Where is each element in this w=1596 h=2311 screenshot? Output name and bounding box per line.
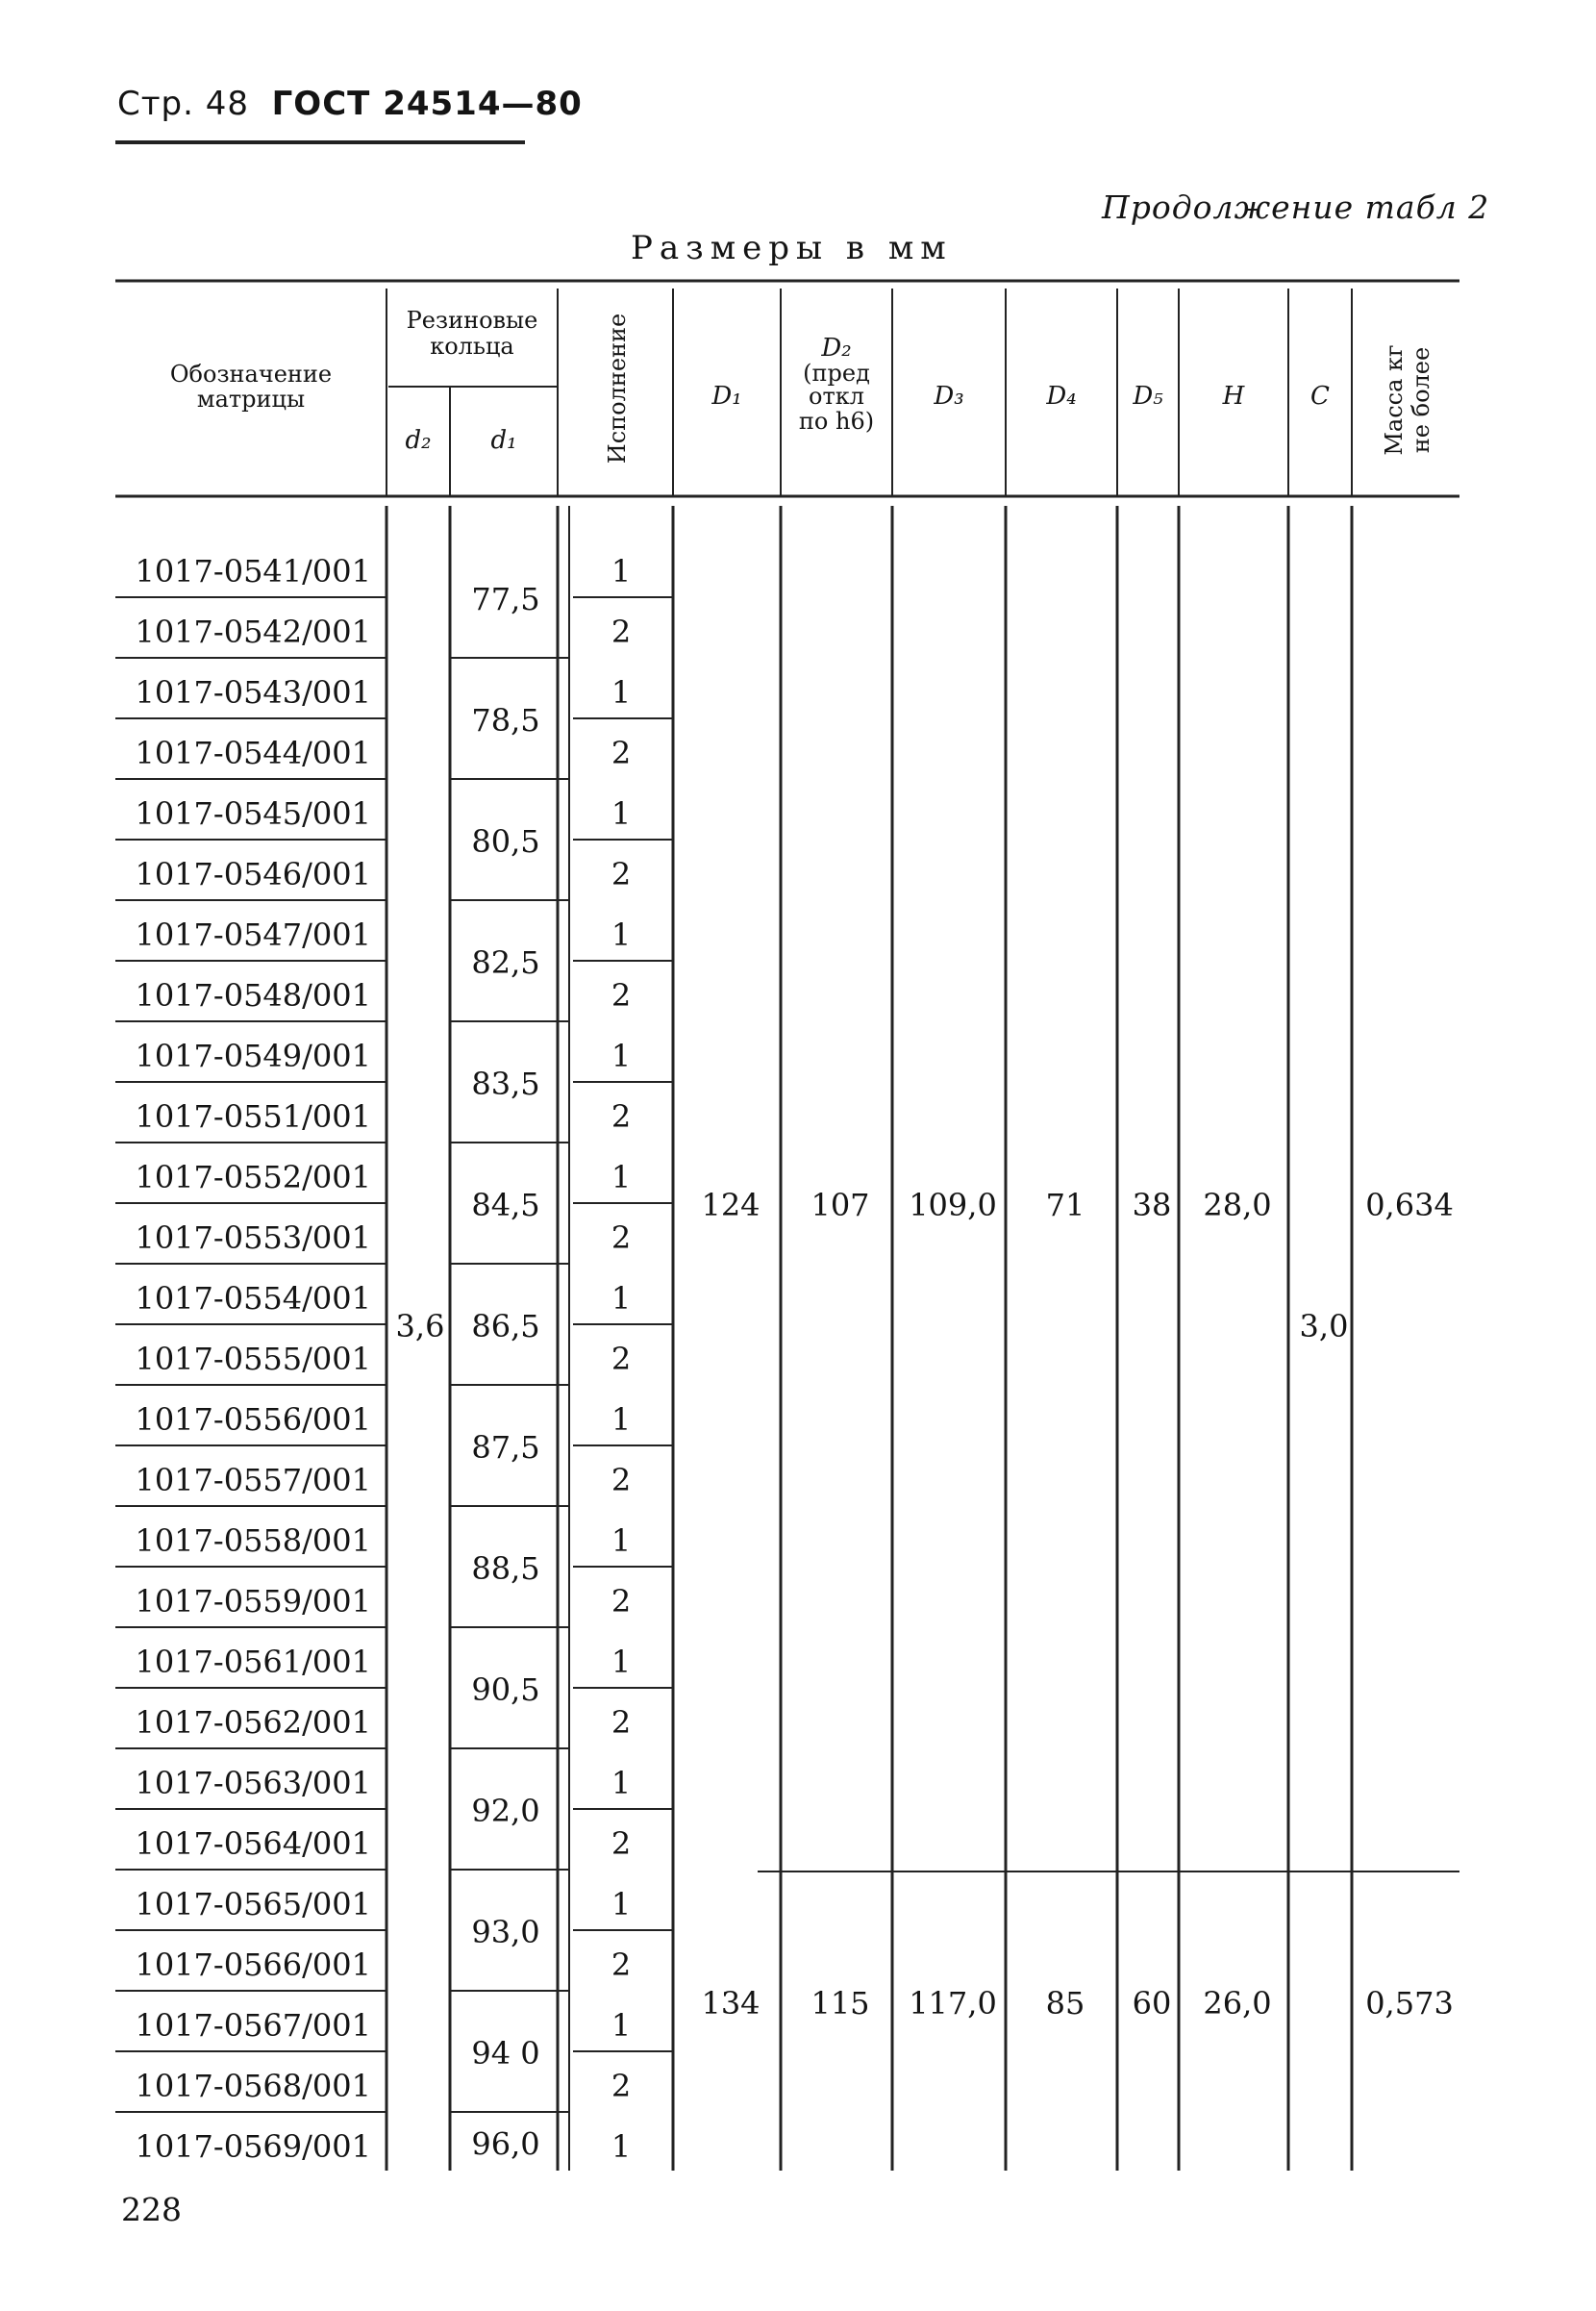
d1-cell: 88,5: [471, 1550, 540, 1587]
designation-cell: 1017-0555/001: [135, 1341, 371, 1377]
table-continuation-caption: Продолжение табл 2: [1102, 188, 1490, 226]
d1-cell: 92,0: [471, 1793, 540, 1829]
execution-cell: 1: [611, 917, 632, 953]
execution-cell: 2: [611, 856, 632, 892]
header-C: C: [1310, 382, 1330, 411]
c-cell: 3,0: [1299, 1308, 1349, 1344]
designation-cell: 1017-0557/001: [135, 1462, 371, 1498]
execution-cell: 1: [611, 2128, 632, 2165]
page-label: Стр. 48: [117, 85, 250, 123]
execution-cell: 1: [611, 1886, 632, 1922]
d4-cell: 71: [1045, 1187, 1085, 1223]
designation-cell: 1017-0563/001: [135, 1765, 371, 1801]
execution-cell: 1: [611, 674, 632, 711]
d1-cell: 96,0: [471, 2125, 540, 2163]
d5-cell: 38: [1132, 1187, 1172, 1223]
execution-cell: 2: [611, 1583, 632, 1620]
d1-cell: 94 0: [471, 2035, 540, 2072]
designation-cell: 1017-0566/001: [135, 1947, 371, 1983]
header-D5: D₅: [1133, 382, 1163, 411]
d1-cell: 124: [701, 1187, 761, 1223]
execution-cell: 2: [611, 614, 632, 650]
execution-cell: 1: [611, 1644, 632, 1680]
header-H: H: [1222, 382, 1245, 411]
mass-cell: 0,573: [1365, 1985, 1454, 2022]
header-mass: Масса кг: [1381, 344, 1408, 456]
d2-cell: 115: [810, 1985, 870, 2022]
execution-cell: 2: [611, 977, 632, 1014]
designation-cell: 1017-0543/001: [135, 674, 371, 711]
execution-cell: 1: [611, 2007, 632, 2044]
header-D4: D₄: [1046, 382, 1077, 411]
d2-cell: 107: [810, 1187, 870, 1223]
page-number: 228: [121, 2191, 182, 2228]
execution-cell: 1: [611, 1401, 632, 1438]
designation-cell: 1017-0567/001: [135, 2007, 371, 2044]
designation-cell: 1017-0541/001: [135, 553, 371, 590]
designation-cell: 1017-0558/001: [135, 1522, 371, 1559]
designation-cell: 1017-0561/001: [135, 1644, 371, 1680]
h-cell: 28,0: [1203, 1187, 1272, 1223]
execution-cell: 2: [611, 2068, 632, 2104]
d1-cell: 87,5: [471, 1429, 540, 1466]
designation-cell: 1017-0546/001: [135, 856, 371, 892]
execution-cell: 2: [611, 735, 632, 771]
d1-cell: 86,5: [471, 1308, 540, 1344]
header-D2: D₂: [821, 334, 852, 363]
designation-cell: 1017-0544/001: [135, 735, 371, 771]
execution-cell: 1: [611, 1159, 632, 1195]
designation-cell: 1017-0542/001: [135, 614, 371, 650]
execution-cell: 2: [611, 1098, 632, 1135]
designation-cell: 1017-0552/001: [135, 1159, 371, 1195]
d1-cell: 84,5: [471, 1187, 540, 1223]
d1-cell: 134: [701, 1985, 761, 2022]
header-rubber-rings: Резиновые: [406, 307, 538, 334]
header-designation: Обозначение: [169, 361, 333, 388]
execution-cell: 2: [611, 1704, 632, 1741]
header-D2: (пред: [803, 360, 870, 387]
execution-cell: 1: [611, 1038, 632, 1074]
d5-cell: 60: [1132, 1985, 1172, 2022]
d2-cell: 3,6: [395, 1308, 445, 1344]
designation-cell: 1017-0564/001: [135, 1825, 371, 1862]
designation-cell: 1017-0549/001: [135, 1038, 371, 1074]
execution-cell: 1: [611, 1765, 632, 1801]
designation-cell: 1017-0569/001: [135, 2128, 371, 2165]
designation-cell: 1017-0554/001: [135, 1280, 371, 1317]
designation-cell: 1017-0553/001: [135, 1219, 371, 1256]
mass-cell: 0,634: [1365, 1187, 1454, 1223]
d1-cell: 93,0: [471, 1914, 540, 1950]
execution-cell: 2: [611, 1947, 632, 1983]
execution-cell: 2: [611, 1462, 632, 1498]
designation-cell: 1017-0547/001: [135, 917, 371, 953]
units-caption: Размеры в мм: [631, 229, 953, 267]
designation-cell: 1017-0545/001: [135, 795, 371, 832]
d4-cell: 85: [1045, 1985, 1085, 2022]
designation-cell: 1017-0548/001: [135, 977, 371, 1014]
standard-code: ГОСТ 24514—80: [271, 85, 583, 123]
d3-cell: 109,0: [909, 1187, 997, 1223]
designation-cell: 1017-0568/001: [135, 2068, 371, 2104]
header-D1: D₁: [711, 382, 742, 411]
designation-cell: 1017-0551/001: [135, 1098, 371, 1135]
execution-cell: 1: [611, 1280, 632, 1317]
header-d1: d₁: [490, 426, 517, 455]
designation-cell: 1017-0562/001: [135, 1704, 371, 1741]
header-designation: матрицы: [196, 386, 306, 413]
execution-cell: 1: [611, 1522, 632, 1559]
header-execution: Исполнение: [604, 313, 631, 465]
d1-cell: 90,5: [471, 1671, 540, 1708]
d1-cell: 82,5: [471, 944, 540, 981]
header-mass: не более: [1408, 346, 1434, 454]
d3-cell: 117,0: [909, 1985, 997, 2022]
h-cell: 26,0: [1203, 1985, 1272, 2022]
d1-cell: 83,5: [471, 1066, 540, 1102]
header-D3: D₃: [934, 382, 964, 411]
execution-cell: 1: [611, 795, 632, 832]
header-D2: по h6): [798, 408, 875, 435]
designation-cell: 1017-0556/001: [135, 1401, 371, 1438]
execution-cell: 2: [611, 1341, 632, 1377]
designation-cell: 1017-0559/001: [135, 1583, 371, 1620]
d1-cell: 80,5: [471, 823, 540, 860]
header-rubber-rings: кольца: [430, 333, 514, 360]
designation-cell: 1017-0565/001: [135, 1886, 371, 1922]
d1-cell: 78,5: [471, 702, 540, 739]
d1-cell: 77,5: [471, 581, 540, 617]
execution-cell: 2: [611, 1825, 632, 1862]
header-D2: откл: [809, 383, 864, 410]
execution-cell: 2: [611, 1219, 632, 1256]
header-d2: d₂: [405, 426, 432, 455]
execution-cell: 1: [611, 553, 632, 590]
